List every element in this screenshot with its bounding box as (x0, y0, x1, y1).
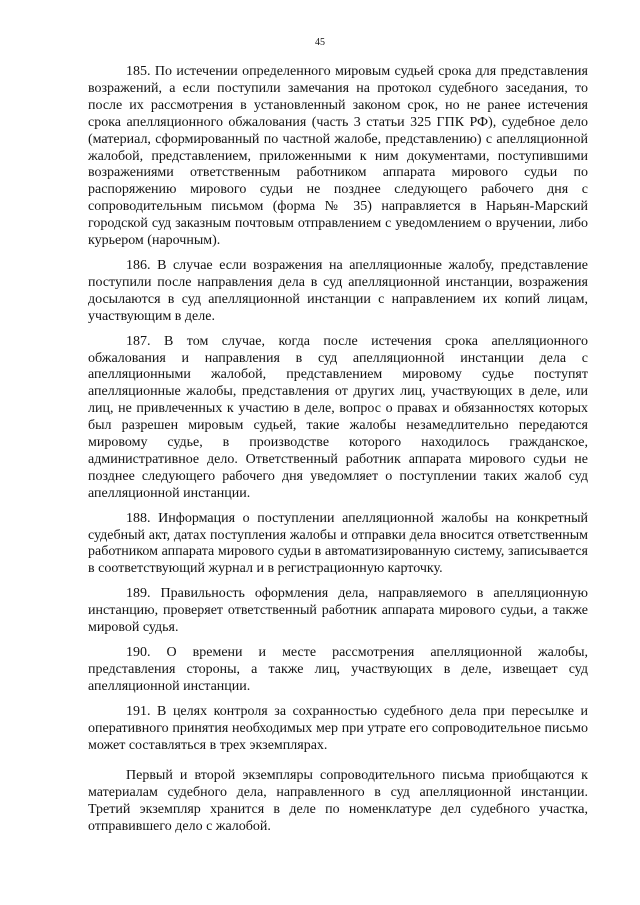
paragraph-191: 191. В целях контроля за сохранностью судебного дела при пересылке и оперативного принятия необходимых мер при утрате его сопроводительное письмо может составляться в трех экземплярах. (88, 703, 588, 753)
paragraph-185: 185. По истечении определенного мировым судьей срока для представления возражений, а если поступили замечания на протокол судебного заседания, то после их рассмотрения в установленный законом срок, но не ранее истечения срока апелляционного обжалования (часть 3 статьи 325 ГПК РФ), судебное дело (материал, сформированный по частной жалобе, представлению) с апелляционной жалобой, представлением, приложенными к ним документами, поступившими возражениями ответственным работником аппарата мирового судьи по распоряжению мирового судьи не позднее следующего рабочего дня с сопроводительным письмом (форма № 35) направляется в Нарьян-Марский городской суд заказным почтовым отправлением с уведомлением о вручении, либо курьером (нарочным). (88, 64, 588, 249)
paragraph-187: 187. В том случае, когда после истечения срока апелляционного обжалования и направления в суд апелляционной инстанции дела с апелляционными жалобой, представлением мировому судье поступят апелляционные жалобы, представления от других лиц, участвующих в деле, или лиц, не привлеченных к участию в деле, вопрос о правах и обязанностях которых был разрешен мировым судьей, такие жалобы незамедлительно передаются мировому судье, в производстве которого находилось гражданское, административное дело. Ответственный работник аппарата мирового судьи не позднее следующего рабочего дня уведомляет о поступлении таких жалоб суд апелляционной инстанции. (88, 333, 588, 501)
page-number: 45 (315, 37, 325, 48)
paragraph-186: 186. В случае если возражения на апелляционные жалобу, представление поступили после направления дела в суд апелляционной инстанции, возражения досылаются в суд апелляционной инстанции с направлением их копий лицам, участвующим в деле. (88, 257, 588, 324)
paragraph-188: 188. Информация о поступлении апелляционной жалобы на конкретный судебный акт, датах поступления жалобы и отправки дела вносится ответственным работником аппарата мирового судьи в автоматизированную систему, записывается в соответствующий журнал и в регистрационную карточку. (88, 510, 588, 577)
paragraph-190: 190. О времени и месте рассмотрения апелляционной жалобы, представления стороны, а также лиц, участвующих в деле, извещает суд апелляционной инстанции. (88, 645, 588, 694)
document-body (88, 64, 588, 836)
paragraph-copies: Первый и второй экземпляры сопроводительного письма приобщаются к материалам судебного дела, направленного в суд апелляционной инстанции. Третий экземпляр хранится в деле по номенклатуре дел судебного участка, отправившего дело с жалобой. (88, 768, 588, 835)
paragraph-189: 189. Правильность оформления дела, направляемого в апелляционную инстанцию, проверяет ответственный работник аппарата мирового судьи, а также мировой судья. (88, 586, 588, 636)
